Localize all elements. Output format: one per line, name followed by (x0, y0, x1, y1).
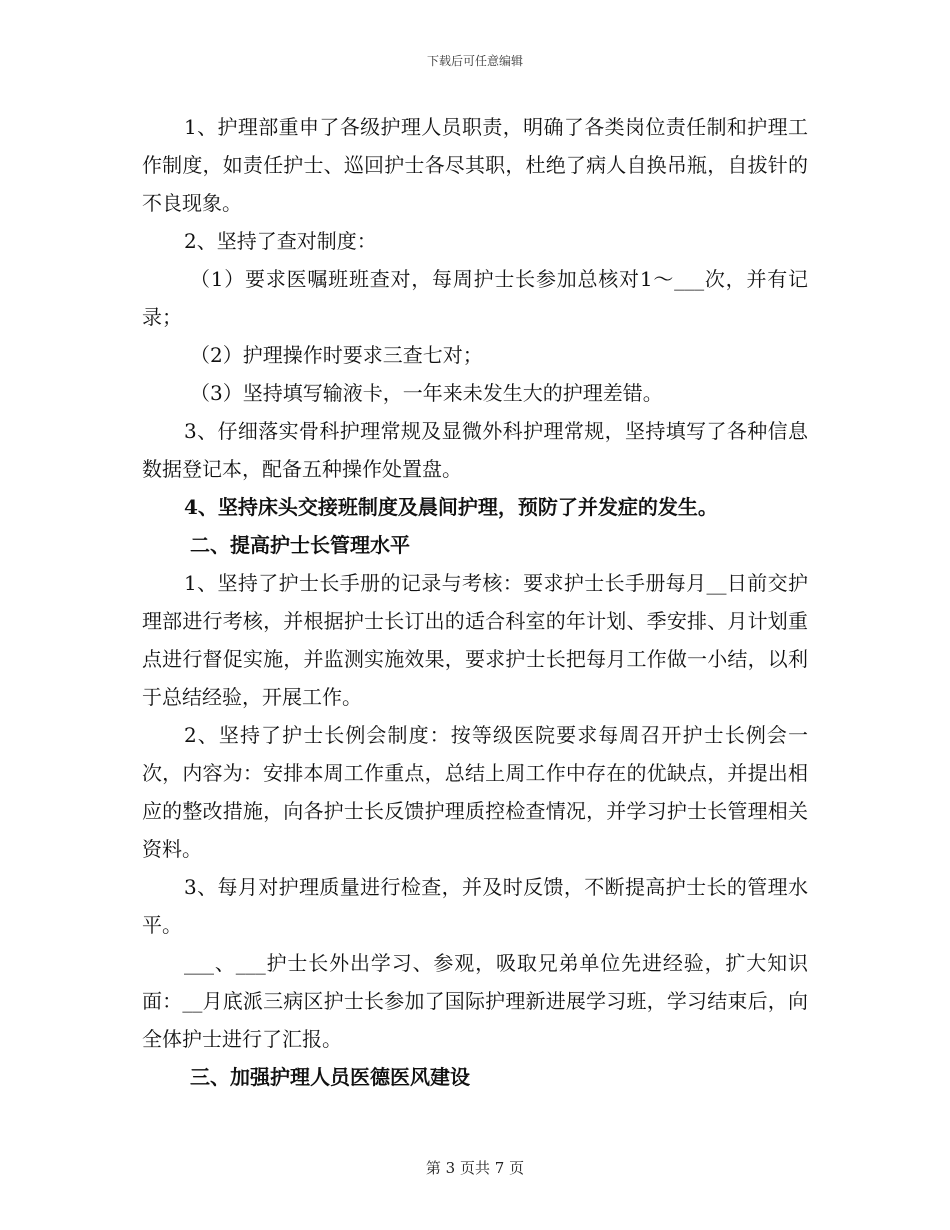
paragraph-external-study: ___、___护士长外出学习、参观，吸取兄弟单位先进经验，扩大知识面：__月底派三病区护士长参加了国际护理新进展学习班，学习结束后，向全体护士进行了汇报。 (142, 951, 808, 1051)
section-heading-head-nurse-management: 二、提高护士长管理水平 (190, 533, 410, 557)
section-heading-medical-ethics: 三、加强护理人员医德医风建设 (190, 1065, 470, 1089)
paragraph-head-nurse-meeting: 2、坚持了护士长例会制度：按等级医院要求每周召开护士长例会一次，内容为：安排本周工作重点，总结上周工作中存在的优缺点，并提出相应的整改措施，向各护士长反馈护理质控检查情况，并学习护士长管理相关资料。 (142, 723, 808, 861)
page-header: 下载后可任意编辑 (426, 54, 523, 68)
paragraph-monthly-quality-check: 3、每月对护理质量进行检查，并及时反馈，不断提高护士长的管理水平。 (142, 875, 808, 937)
paragraph-orthopedic-routine: 3、仔细落实骨科护理常规及显微外科护理常规，坚持填写了各种信息数据登记本，配备五种操作处置盘。 (142, 419, 808, 481)
paragraph-duty-system: 1、护理部重申了各级护理人员职责，明确了各类岗位责任制和护理工作制度，如责任护士、巡回护士各尽其职，杜绝了病人自换吊瓶，自拔针的不良现象。 (142, 115, 808, 215)
paragraph-check-item-2: （2）护理操作时要求三查七对； (190, 343, 483, 367)
paragraph-bedside-handover: 4、坚持床头交接班制度及晨间护理，预防了并发症的发生。 (184, 495, 718, 519)
paragraph-check-item-3: （3）坚持填写输液卡，一年来未发生大的护理差错。 (190, 381, 663, 405)
page-footer: 第 3 页共 7 页 (425, 1159, 525, 1177)
paragraph-check-system: 2、坚持了查对制度： (184, 229, 377, 253)
paragraph-head-nurse-manual: 1、坚持了护士长手册的记录与考核：要求护士长手册每月__日前交护理部进行考核，并根据护士长订出的适合科室的年计划、季安排、月计划重点进行督促实施，并监测实施效果，要求护士长把每月工作做一小结，以利于总结经验，开展工作。 (142, 571, 808, 709)
document-body (142, 108, 808, 1096)
paragraph-check-item-1: （1）要求医嘱班班查对，每周护士长参加总核对1～___次，并有记录； (142, 267, 808, 329)
